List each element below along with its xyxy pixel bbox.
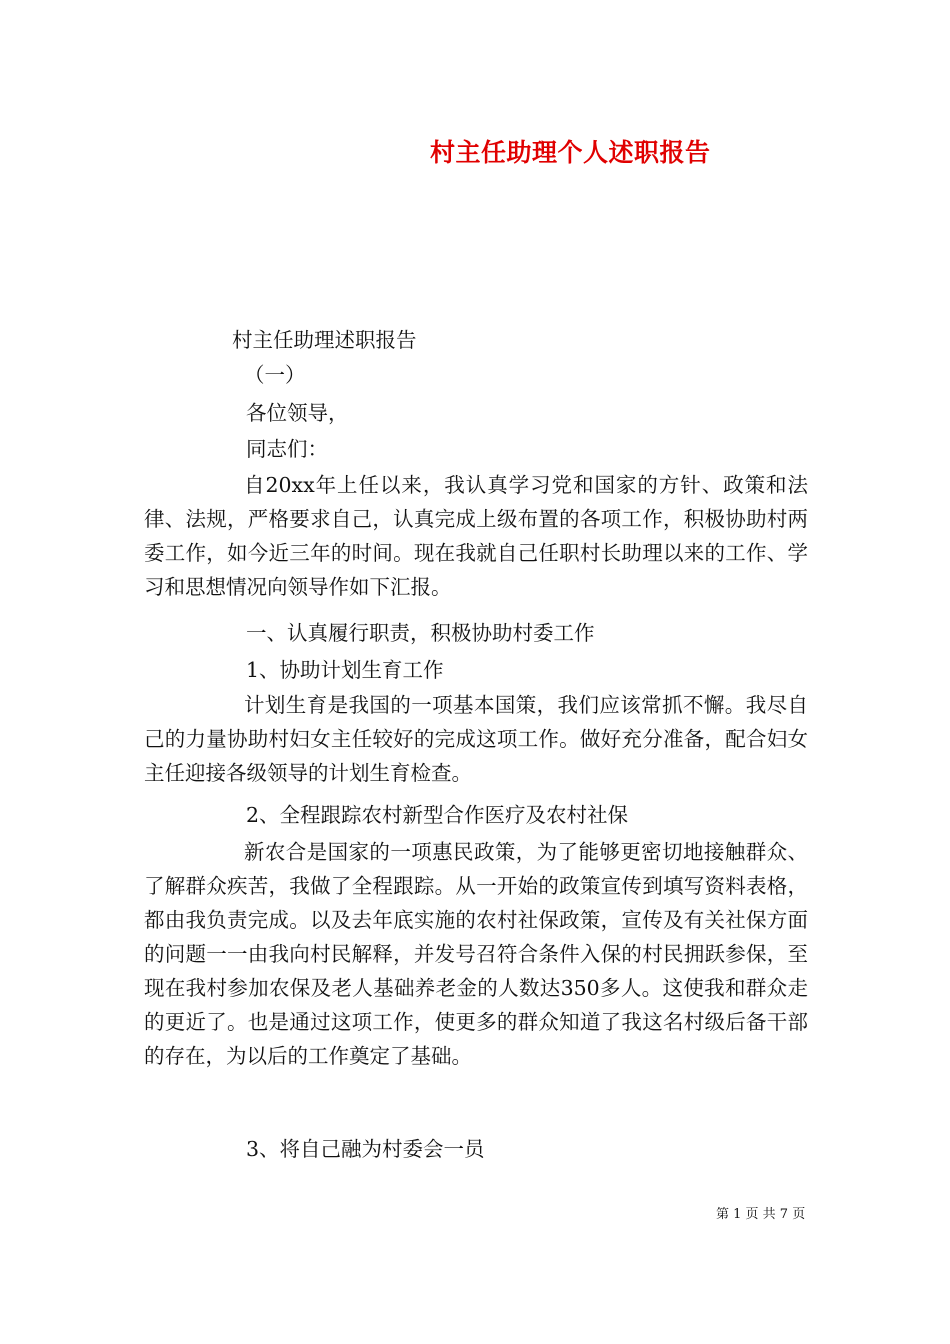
subheading-medical-insurance: 2、全程跟踪农村新型合作医疗及农村社保: [246, 803, 629, 827]
paragraph-family-planning: 计划生育是我国的一项基本国策，我们应该常抓不懈。我尽自己的力量协助村妇女主任较好的完成这项工作。做好充分准备，配合妇女主任迎接各级领导的计划生育检查。: [144, 693, 808, 785]
salutation-comrades: 同志们：: [246, 437, 328, 461]
subheading-village-committee: 3、将自己融为村委会一员: [246, 1137, 485, 1161]
subheading-family-planning: 1、协助计划生育工作: [246, 658, 444, 682]
section-heading-1: 一、认真履行职责，积极协助村委工作: [246, 621, 595, 645]
paragraph-medical-insurance: 新农合是国家的一项惠民政策，为了能够更密切地接触群众、了解群众疾苦，我做了全程跟踪。从一开始的政策宣传到填写资料表格，都由我负责完成。以及去年底实施的农村社保政策，宣传及有关社保方面的问题一一由我向村民解释，并发号召符合条件入保的村民拥跃参保，至现在我村参加农保及老人基础养老金的人数达350多人。这使我和群众走的更近了。也是通过这项工作，使更多的群众知道了我这名村级后备干部的存在，为以后的工作奠定了基础。: [144, 840, 808, 1068]
page-number-footer: 第 1 页 共 7 页: [716, 1207, 806, 1222]
section-marker: （一）: [244, 363, 306, 387]
salutation-leaders: 各位领导，: [246, 401, 349, 425]
intro-paragraph: 自20xx年上任以来，我认真学习党和国家的方针、政策和法律、法规，严格要求自己，认真完成上级布置的各项工作，积极协助村两委工作，如今近三年的时间。现在我就自己任职村长助理以来的工作、学习和思想情况向领导作如下汇报。: [144, 473, 808, 599]
report-subtitle: 村主任助理述职报告: [232, 328, 417, 352]
document-title: 村主任助理个人述职报告: [430, 138, 711, 167]
